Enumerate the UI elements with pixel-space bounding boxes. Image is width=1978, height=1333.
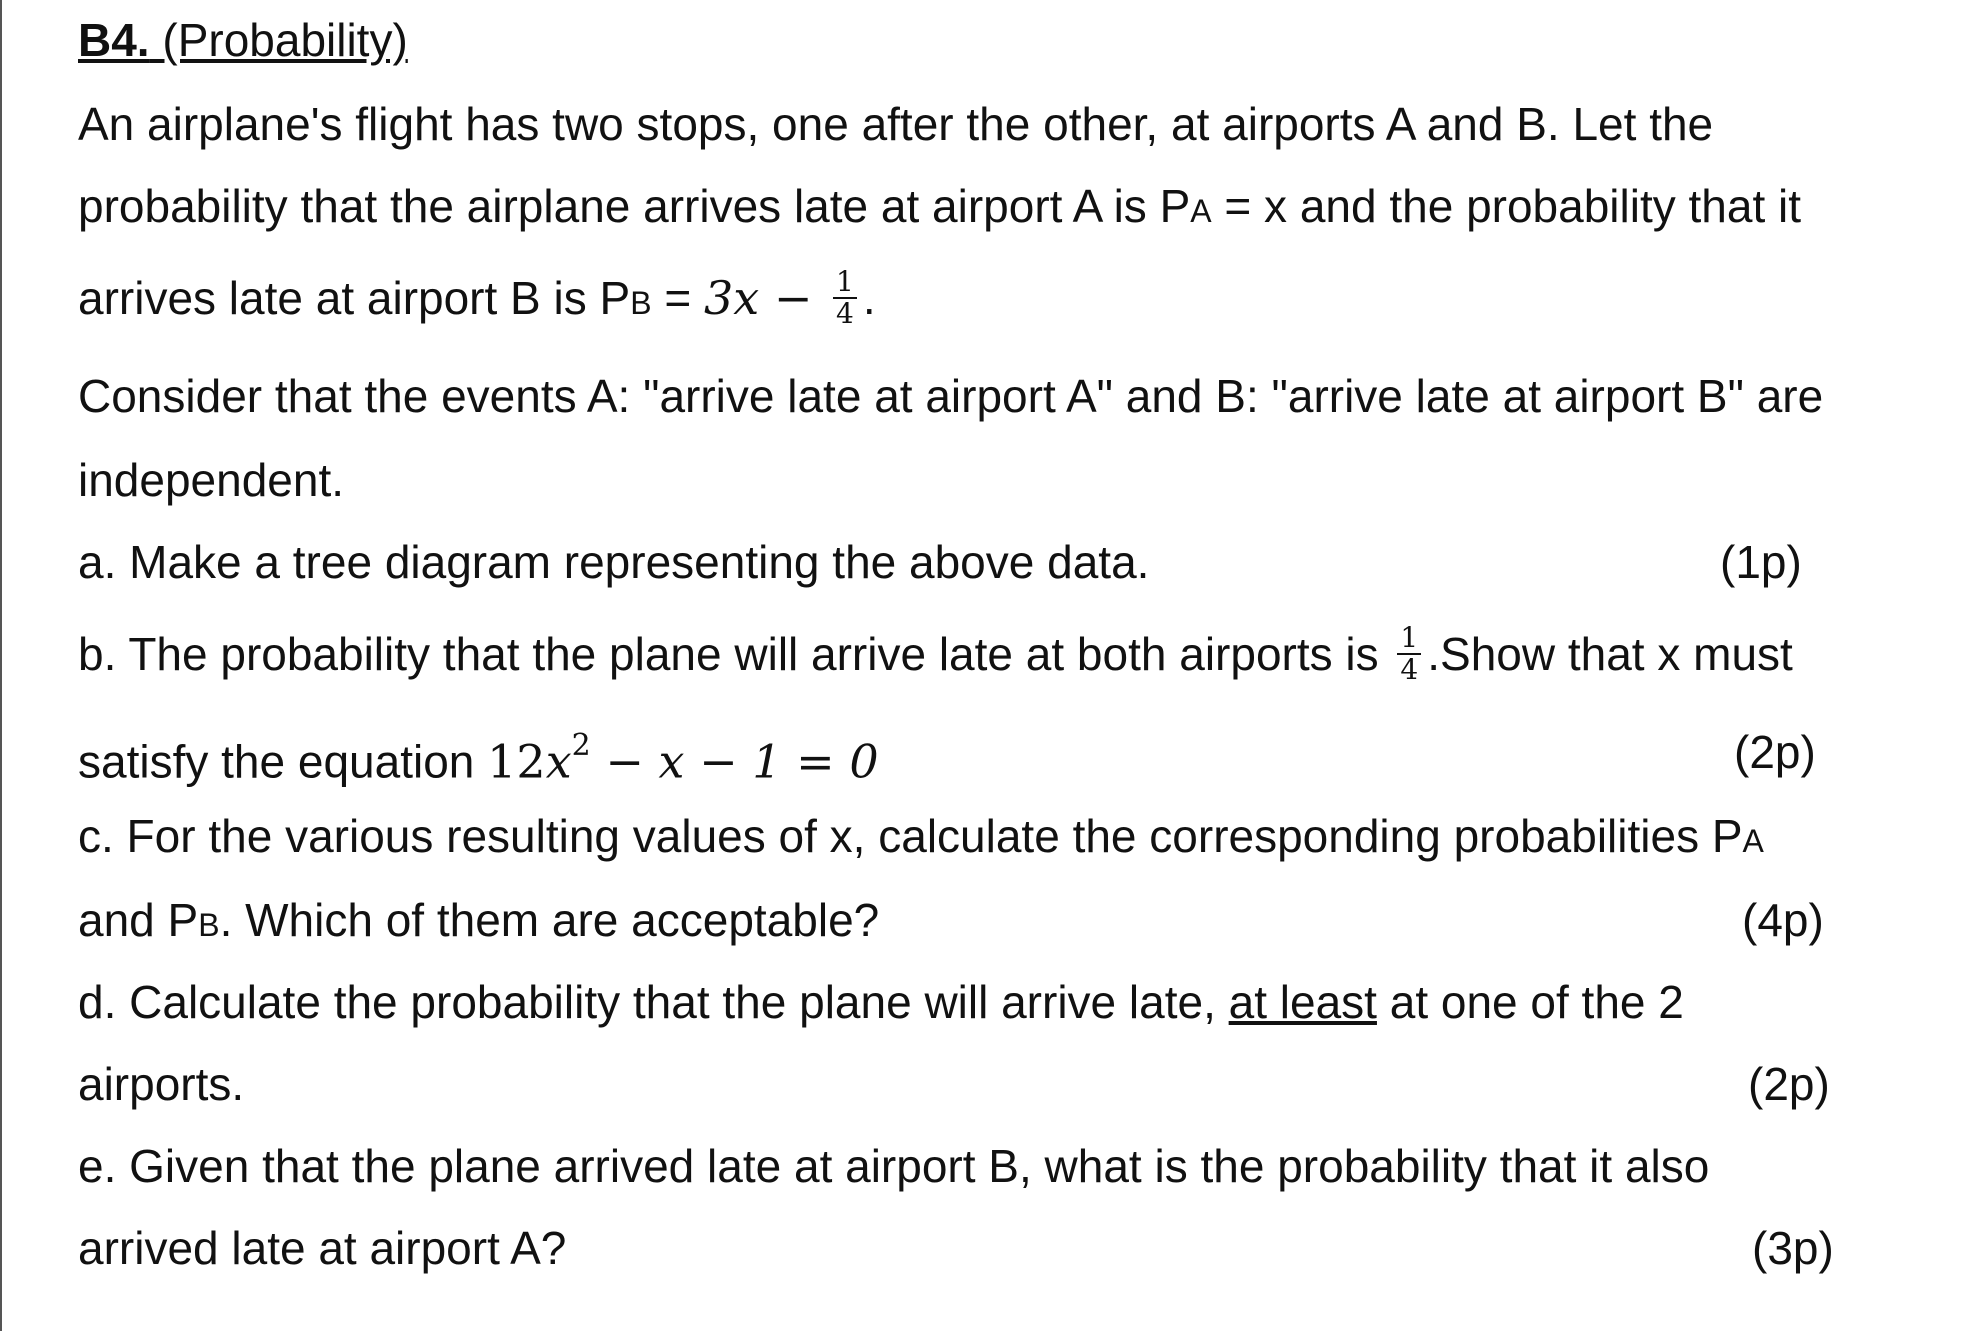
independence-line-2: independent. — [78, 454, 345, 506]
intro-line-3 — [78, 264, 876, 333]
question-c-line-1 — [78, 808, 1764, 869]
question-c-line-2 — [78, 892, 879, 953]
subscript-b: B — [630, 285, 652, 321]
question-d-points: (2p) — [1748, 1058, 1830, 1110]
equation-rest: − x − 1 = 0 — [590, 734, 879, 789]
fraction-one-quarter-b — [1397, 620, 1421, 686]
question-d-line-1 — [78, 974, 1684, 1030]
subscript-a: A — [1742, 823, 1764, 859]
question-e-points: (3p) — [1752, 1222, 1834, 1274]
intro-line-3-equals: = — [651, 272, 704, 324]
intro-line-3-text-a: arrives late at airport B is P — [78, 272, 631, 324]
question-b-points: (2p) — [1734, 726, 1816, 778]
intro-line-3-end: . — [862, 272, 876, 324]
question-c-text-and: and P — [78, 894, 199, 946]
underlined-at-least: at least — [1228, 976, 1377, 1028]
intro-line-2 — [78, 178, 1801, 239]
intro-line-1: An airplane's flight has two stops, one after the other, at airports A and B. Let the — [78, 98, 1714, 150]
intro-line-2-text-a: probability that the airplane arrives late at airport A is P — [78, 180, 1191, 232]
problem-title — [78, 12, 408, 68]
problem-number: B4. — [78, 14, 150, 66]
question-b-line-1 — [78, 620, 1793, 689]
question-b-line-2 — [78, 724, 879, 789]
independence-line-1: Consider that the events A: "arrive late at airport A" and B: "arrive late at airport B" are — [78, 370, 1824, 422]
question-b-equation-intro: satisfy the equation — [78, 735, 488, 788]
subscript-b: B — [198, 907, 220, 943]
equation-variable: x — [545, 734, 572, 789]
intro-line-2-text-b: = x and the probability that it — [1211, 180, 1802, 232]
problem-topic: (Probability) — [149, 14, 408, 66]
equation-coefficient: 12 — [487, 734, 546, 789]
question-e-line-2: arrived late at airport A? — [78, 1222, 567, 1274]
fraction-numerator: 1 — [1397, 623, 1421, 655]
question-c-text-b: . Which of them are acceptable? — [219, 894, 880, 946]
question-b-text-a: b. The probability that the plane will arrive late at both airports is — [78, 628, 1392, 680]
question-d-text-a: d. Calculate the probability that the plane will arrive late, — [78, 976, 1229, 1028]
question-d-line-2: airports. — [78, 1058, 245, 1110]
fraction-denominator: 4 — [1400, 652, 1419, 686]
question-c-text-a: c. For the various resulting values of x, calculate the corresponding probabilities P — [78, 810, 1743, 862]
subscript-a: A — [1190, 193, 1212, 229]
question-d-text-b: at one of the 2 — [1376, 976, 1684, 1028]
equation-exponent: 2 — [571, 728, 591, 763]
question-c-points: (4p) — [1742, 894, 1824, 946]
fraction-numerator: 1 — [833, 267, 857, 299]
question-e-line-1: e. Given that the plane arrived late at airport B, what is the probability that it also — [78, 1140, 1710, 1192]
fraction-denominator: 4 — [835, 296, 854, 330]
pb-expression: 3x − — [703, 271, 827, 325]
question-b-text-b: .Show that x must — [1427, 628, 1793, 680]
question-a-points: (1p) — [1720, 536, 1802, 588]
question-a: a. Make a tree diagram representing the above data. — [78, 536, 1150, 588]
fraction-one-quarter — [833, 264, 857, 330]
